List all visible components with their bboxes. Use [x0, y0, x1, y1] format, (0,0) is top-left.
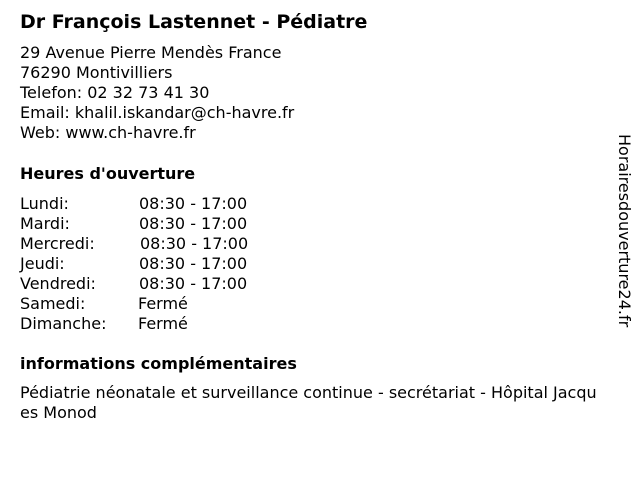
day-label: Samedi: [20, 294, 86, 313]
hours-row-saturday [20, 294, 320, 314]
website-address: Web: www.ch-havre.fr [20, 123, 196, 142]
day-label: Mardi: [20, 214, 70, 233]
time-value: 08:30 - 17:00 [140, 234, 249, 253]
additional-info-text: Pédiatrie néonatale et surveillance continue - secrétariat - Hôpital Jacques Monod [20, 383, 597, 422]
hours-row-tuesday [20, 214, 320, 234]
city-address: 76290 Montivilliers [20, 63, 173, 82]
address-block [20, 43, 294, 143]
time-value: 08:30 - 17:00 [139, 254, 248, 273]
email-address: Email: khalil.iskandar@ch-havre.fr [20, 103, 295, 122]
hours-row-wednesday [20, 234, 320, 254]
street-address: 29 Avenue Pierre Mendès France [20, 43, 282, 62]
time-value: Fermé [138, 294, 188, 313]
hours-row-friday [20, 274, 320, 294]
day-label: Dimanche: [20, 314, 107, 333]
opening-hours-table [20, 194, 320, 334]
hours-row-monday [20, 194, 320, 214]
day-label: Lundi: [20, 194, 69, 213]
day-label: Mercredi: [20, 234, 95, 253]
hours-row-thursday [20, 254, 320, 274]
opening-hours-heading: Heures d'ouverture [20, 164, 196, 183]
page-title: Dr François Lastennet - Pédiatre [20, 11, 368, 33]
time-value: 08:30 - 17:00 [139, 274, 248, 293]
time-value: 08:30 - 17:00 [139, 214, 248, 233]
time-value: Fermé [138, 314, 188, 333]
hours-row-sunday [20, 314, 320, 334]
site-watermark-label: Horairesdouverture24.fr [615, 134, 634, 328]
additional-info-heading: informations complémentaires [20, 354, 297, 373]
time-value: 08:30 - 17:00 [139, 194, 248, 213]
day-label: Vendredi: [20, 274, 96, 293]
phone-number: Telefon: 02 32 73 41 30 [20, 83, 210, 102]
day-label: Jeudi: [20, 254, 65, 273]
